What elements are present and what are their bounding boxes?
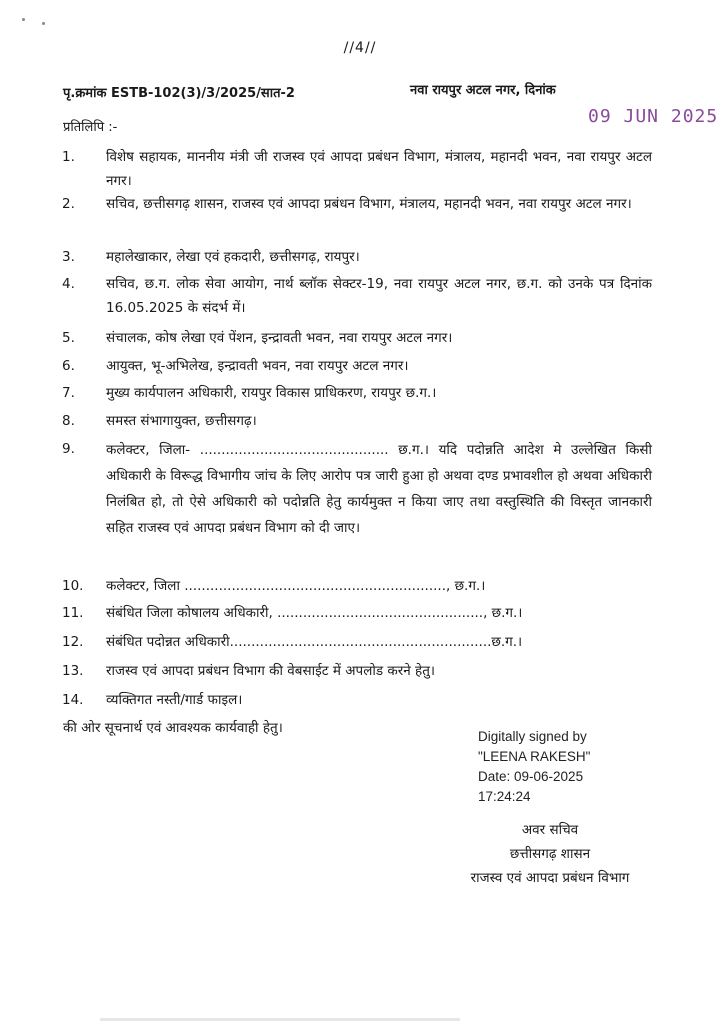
closing-line: की ओर सूचनार्थ एवं आवश्यक कार्यवाही हेतु। bbox=[63, 720, 283, 736]
item-number: 3. bbox=[62, 249, 75, 265]
item-text: सचिव, छत्तीसगढ़ शासन, राजस्व एवं आपदा प्रबंधन विभाग, मंत्रालय, महानदी भवन, नवा रायपुर अटल नगर। bbox=[106, 196, 632, 212]
item-number: 4. bbox=[62, 276, 75, 292]
item-number: 14. bbox=[62, 692, 84, 708]
designation-department: राजस्व एवं आपदा प्रबंधन विभाग bbox=[470, 870, 630, 886]
item-number: 7. bbox=[62, 385, 75, 401]
item-text: सचिव, छ.ग. लोक सेवा आयोग, नार्थ ब्लॉक सेक्टर-19, नवा रायपुर अटल नगर, छ.ग. को उनके पत्र दिनांक 16.05.2025 के संदर्भ में। bbox=[106, 276, 652, 316]
signature-date: Date: 09-06-2025 bbox=[478, 769, 584, 784]
item-number: 13. bbox=[62, 663, 84, 679]
item-text: महालेखाकार, लेखा एवं हकदारी, छत्तीसगढ़, रायपुर। bbox=[106, 249, 360, 265]
item-number: 5. bbox=[62, 330, 75, 346]
item-number: 10. bbox=[62, 578, 84, 594]
item-text: कलेक्टर, जिला- ............................................ छ.ग.। यदि पदोन्नति आदेश मे उल्लेखित किसी अधिकारी के विरूद्ध विभागीय जांच के लिए आरोप पत्र जारी हुआ हो अथवा दण्ड प्रभावशील हो अथवा अधिकारी निलंबित हो, तो ऐसे अधिकारी को पदोन्नति हेतु कार्यमुक्त न किया जाए तथा वस्तुस्थिति की विस्तृत जानकारी सहित राजस्व एवं आपदा प्रबंधन विभाग को दी जाए। bbox=[106, 442, 652, 536]
item-text: संबंधित पदोन्नत अधिकारी.............................................................छ.ग.। bbox=[106, 634, 523, 650]
designation-block bbox=[430, 818, 670, 890]
signer-name: "LEENA RAKESH" bbox=[478, 749, 591, 764]
item-text: कलेक्टर, जिला ............................................................., छ.ग.। bbox=[106, 578, 486, 594]
item-number: 11. bbox=[62, 605, 84, 621]
page-number: //4// bbox=[343, 40, 377, 56]
item-text: मुख्य कार्यपालन अधिकारी, रायपुर विकास प्राधिकरण, रायपुर छ.ग.। bbox=[106, 385, 437, 401]
signature-time: 17:24:24 bbox=[478, 789, 531, 804]
scan-speck bbox=[22, 18, 25, 21]
item-text: संचालक, कोष लेखा एवं पेंशन, इन्द्रावती भवन, नवा रायपुर अटल नगर। bbox=[106, 330, 453, 346]
digital-signature-block bbox=[478, 727, 590, 807]
item-number: 12. bbox=[62, 634, 84, 650]
place-date-label: नवा रायपुर अटल नगर, दिनांक bbox=[410, 83, 556, 98]
item-text: विशेष सहायक, माननीय मंत्री जी राजस्व एवं आपदा प्रबंधन विभाग, मंत्रालय, महानदी भवन, नवा रायपुर अटल नगर। bbox=[106, 149, 652, 189]
item-text: संबंधित जिला कोषालय अधिकारी, ................................................, छ.ग.। bbox=[106, 605, 523, 621]
date-stamp: 09 JUN 2025 bbox=[588, 106, 719, 127]
copy-to-label: प्रतिलिपि :- bbox=[63, 120, 118, 135]
item-number: 1. bbox=[62, 149, 75, 165]
scan-speck bbox=[42, 22, 45, 25]
item-text: आयुक्त, भू-अभिलेख, इन्द्रावती भवन, नवा रायपुर अटल नगर। bbox=[106, 358, 409, 374]
scan-edge-mark bbox=[100, 1018, 460, 1021]
signature-line: Digitally signed by bbox=[478, 729, 587, 744]
item-number: 9. bbox=[62, 441, 75, 457]
item-number: 6. bbox=[62, 358, 75, 374]
reference-number: पृ.क्रमांक ESTB-102(3)/3/2025/सात-2 bbox=[63, 86, 295, 101]
item-text: समस्त संभागायुक्त, छत्तीसगढ़। bbox=[106, 413, 257, 429]
item-text: व्यक्तिगत नस्ती/गार्ड फाइल। bbox=[106, 692, 243, 708]
designation-government: छत्तीसगढ़ शासन bbox=[509, 846, 591, 862]
item-number: 8. bbox=[62, 413, 75, 429]
item-text: राजस्व एवं आपदा प्रबंधन विभाग की वेबसाईट में अपलोड करने हेतु। bbox=[106, 663, 436, 679]
designation-title: अवर सचिव bbox=[521, 822, 579, 838]
item-number: 2. bbox=[62, 196, 75, 212]
